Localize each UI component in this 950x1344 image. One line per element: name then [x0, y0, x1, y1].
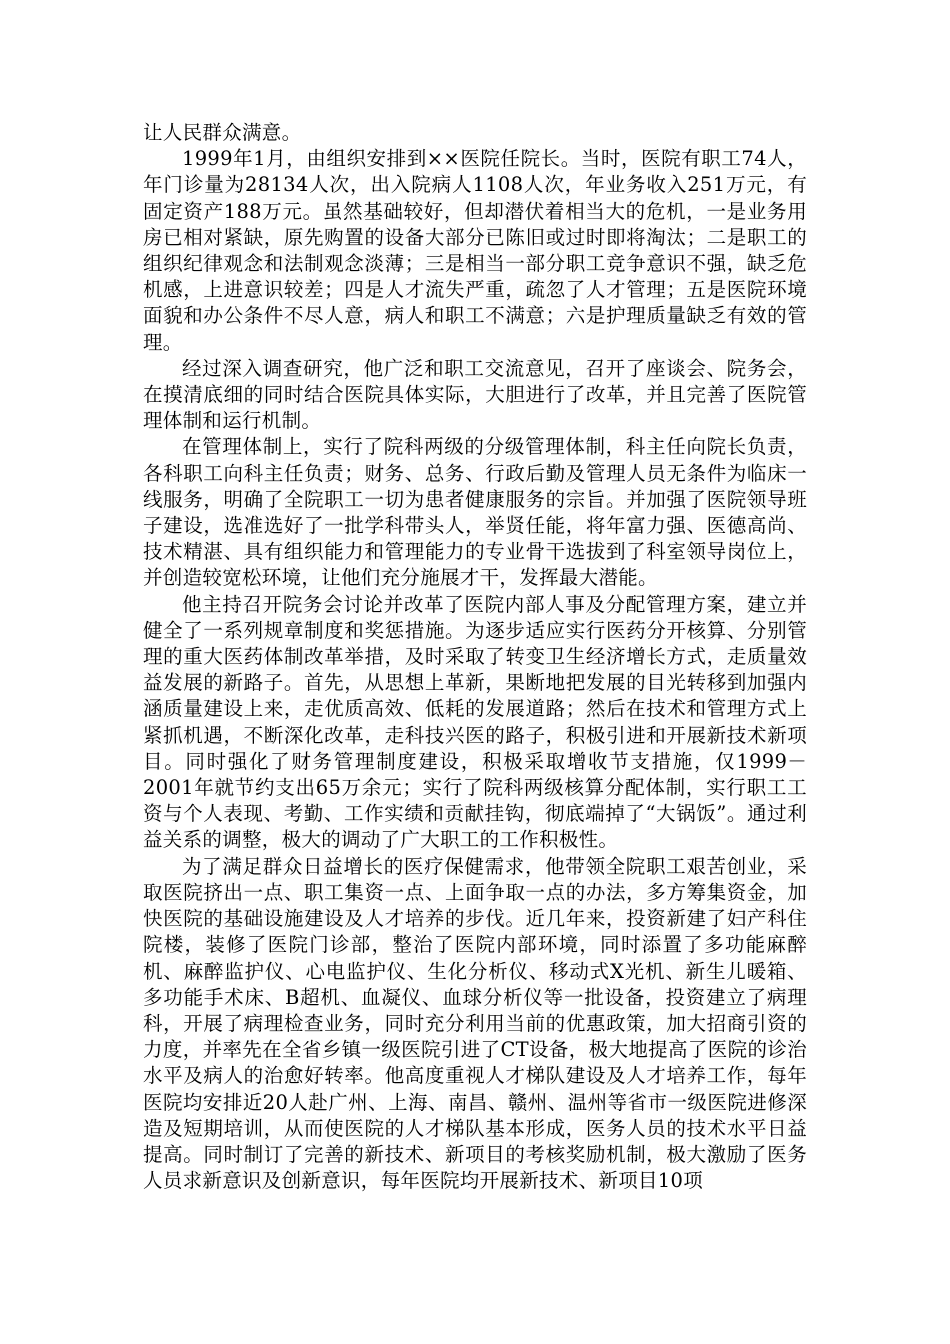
- document-page: [143, 120, 807, 1194]
- paragraph-reform: 他主持召开院务会讨论并改革了医院内部人事及分配管理方案，建立并健全了一系列规章制度和奖惩措施。为逐步适应实行医药分开核算、分别管理的重大医药体制改革举措，及时采取了转变卫生经济增长方式，走质量效益发展的新路子。首先，从思想上革新，果断地把发展的目光转移到加强内涵质量建设上来，走优质高效、低耗的发展道路；然后在技术和管理方式上紧抓机遇，不断深化改革，走科技兴医的路子，积极引进和开展新技术新项目。同时强化了财务管理制度建设，积极采取增收节支措施，仅1999－2001年就节约支出65万余元；实行了院科两级核算分配体制，实行职工工资与个人表现、考勤、工作实绩和贡献挂钩，彻底端掉了“大锅饭”。通过利益关系的调整，极大的调动了广大职工的工作积极性。: [143, 592, 807, 852]
- paragraph-infrastructure: 为了满足群众日益增长的医疗保健需求，他带领全院职工艰苦创业，采取医院挤出一点、职工集资一点、上面争取一点的办法，多方筹集资金，加快医院的基础设施建设及人才培养的步伐。近几年来，投资新建了妇产科住院楼，装修了医院门诊部，整治了医院内部环境，同时添置了多功能麻醉机、麻醉监护仪、心电监护仪、生化分析仪、移动式X光机、新生儿暖箱、多功能手术床、B超机、血凝仪、血球分析仪等一批设备，投资建立了病理科，开展了病理检查业务，同时充分利用当前的优惠政策，加大招商引资的力度，并率先在全省乡镇一级医院引进了CT设备，极大地提高了医院的诊治水平及病人的治愈好转率。他高度重视人才梯队建设及人才培养工作，每年医院均安排近20人赴广州、上海、南昌、赣州、温州等省市一级医院进修深造及短期培训，从而使医院的人才梯队基本形成，医务人员的技术水平日益提高。同时制订了完善的新技术、新项目的考核奖励机制，极大激励了医务人员求新意识及创新意识，每年医院均开展新技术、新项目10项: [143, 854, 807, 1193]
- paragraph-appointment: 1999年1月，由组织安排到××医院任院长。当时，医院有职工74人，年门诊量为28134人次，出入院病人1108人次，年业务收入251万元，有固定资产188万元。虽然基础较好，但却潜伏着相当大的危机，一是业务用房已相对紧缺，原先购置的设备大部分已陈旧或过时即将淘汰；二是职工的组织纪律观念和法制观念淡薄；三是相当一部分职工竞争意识不强，缺乏危机感，上进意识较差；四是人才流失严重，疏忽了人才管理；五是医院环境面貌和办公条件不尽人意，病人和职工不满意；六是护理质量缺乏有效的管理。: [143, 147, 807, 354]
- paragraph-management-system: 在管理体制上，实行了院科两级的分级管理体制，科主任向院长负责，各科职工向科主任负责；财务、总务、行政后勤及管理人员无条件为临床一线服务，明确了全院职工一切为患者健康服务的宗旨。并加强了医院领导班子建设，选准选好了一批学科带头人，举贤任能，将年富力强、医德高尚、技术精湛、具有组织能力和管理能力的专业骨干选拔到了科室领导岗位上，并创造较宽松环境，让他们充分施展才干，发挥最大潜能。: [143, 435, 807, 590]
- paragraph-investigation: 经过深入调查研究，他广泛和职工交流意见，召开了座谈会、院务会，在摸清底细的同时结合医院具体实际，大胆进行了改革，并且完善了医院管理体制和运行机制。: [143, 356, 807, 433]
- paragraph-continuation: 让人民群众满意。: [143, 121, 302, 144]
